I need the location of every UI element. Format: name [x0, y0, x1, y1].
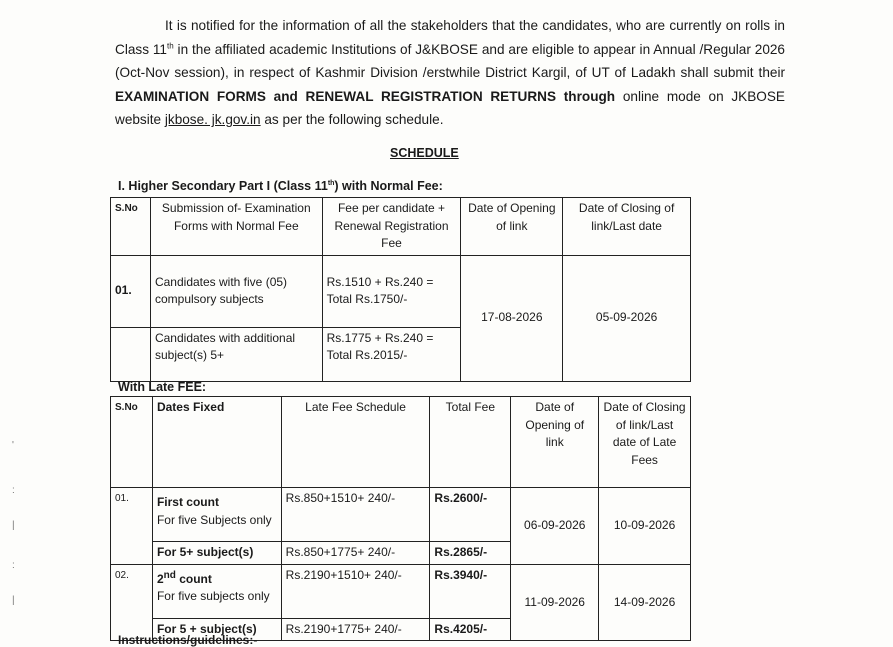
para-text-1: It is notified for the information of all the stakeholders that the candidates, who are currently on rolls in Class 11	[115, 18, 785, 57]
late-fee-table	[110, 396, 691, 641]
header-opening: Date of Opening of link	[461, 198, 563, 256]
para-text-4: as per the following schedule.	[260, 112, 444, 127]
late-header-opening: Date of Opening of link	[511, 397, 599, 488]
website-link[interactable]: jkbose. jk.gov.in	[164, 112, 261, 127]
opening-date: 17-08-2026	[461, 255, 563, 381]
g1-five-text: For five Subjects only	[156, 512, 272, 527]
notification-paragraph	[115, 14, 785, 132]
header-fee: Fee per candidate + Renewal Registration Fee	[322, 198, 461, 256]
normal-fee-table	[110, 197, 691, 382]
g2-five-fee: Rs.2190+1510+ 240/-	[281, 564, 430, 618]
g1-sno: 01.	[111, 488, 153, 565]
g2-opening: 11-09-2026	[511, 564, 599, 641]
margin-mark: :	[12, 485, 15, 496]
g1-five-total: Rs.2600/-	[430, 488, 511, 542]
margin-mark: |	[12, 595, 15, 606]
row2-fee: Rs.1775 + Rs.240 = Total Rs.2015/-	[322, 327, 461, 381]
g1-five-fee: Rs.850+1510+ 240/-	[281, 488, 430, 542]
g2-closing: 14-09-2026	[599, 564, 691, 641]
g2-plus-fee: Rs.2190+1775+ 240/-	[281, 618, 430, 641]
g2-count-sup: nd	[163, 569, 176, 581]
margin-mark: |	[12, 520, 15, 531]
g2-five-total: Rs.3940/-	[430, 564, 511, 618]
row2-sno	[111, 327, 151, 381]
g1-five	[152, 488, 281, 542]
row1-desc: Candidates with five (05) compulsory subjects	[150, 255, 322, 327]
section1-title	[118, 179, 443, 193]
g2-count	[156, 569, 212, 586]
late-header-sno: S.No	[111, 397, 153, 488]
instructions-heading-partial: Instructions/guidelines:-	[118, 633, 258, 647]
schedule-title: SCHEDULE	[390, 146, 459, 160]
late-header-dates: Dates Fixed	[152, 397, 281, 488]
section1-title-sup: th	[327, 179, 335, 187]
row1-fee: Rs.1510 + Rs.240 = Total Rs.1750/-	[322, 255, 461, 327]
g1-count-a: First count	[156, 495, 219, 509]
g1-plus-total: Rs.2865/-	[430, 542, 511, 565]
para-sup-th: th	[167, 40, 174, 50]
g2-five	[152, 564, 281, 618]
g2-plus: For 5 + subject(s)	[152, 618, 281, 641]
g1-plus: For 5+ subject(s)	[152, 542, 281, 565]
para-text-2: in the affiliated academic Institutions of J&KBOSE and are eligible to appear in Annual /Regular 2026 (Oct-Nov session), in respect of Kashmir Division /erstwhile District Kargil, of UT of Ladakh shall submit their	[115, 41, 785, 80]
section2-title: With Late FEE:	[118, 380, 207, 394]
closing-date: 05-09-2026	[563, 255, 691, 381]
g2-count-a: 2	[156, 571, 164, 586]
margin-mark: :	[12, 560, 15, 571]
g1-plus-fee: Rs.850+1775+ 240/-	[281, 542, 430, 565]
late-header-fee: Late Fee Schedule	[281, 397, 430, 488]
row2-desc: Candidates with additional subject(s) 5+	[150, 327, 322, 381]
header-closing: Date of Closing of link/Last date	[563, 198, 691, 256]
g1-count	[157, 495, 219, 509]
margin-mark: '	[12, 440, 14, 451]
late-header-closing: Date of Closing of link/Last date of Late Fees	[599, 397, 691, 488]
header-sno: S.No	[111, 198, 151, 256]
g2-sno: 02.	[111, 564, 153, 641]
row1-sno: 01.	[111, 255, 151, 327]
g1-opening: 06-09-2026	[511, 488, 599, 565]
para-bold-text: EXAMINATION FORMS and RENEWAL REGISTRATION RETURNS through	[115, 88, 616, 104]
g2-five-text: For five subjects only	[156, 589, 270, 603]
section1-title-b: ) with Normal Fee:	[334, 179, 443, 193]
section1-title-a: I. Higher Secondary Part I (Class 11	[118, 179, 328, 193]
para-text-3: online mode on JKBOSE website	[115, 88, 786, 127]
header-submission: Submission of- Examination Forms with Normal Fee	[150, 198, 322, 256]
g1-closing: 10-09-2026	[599, 488, 691, 565]
g2-plus-total: Rs.4205/-	[430, 618, 511, 641]
g2-count-b: count	[175, 571, 212, 586]
late-header-total: Total Fee	[430, 397, 511, 488]
